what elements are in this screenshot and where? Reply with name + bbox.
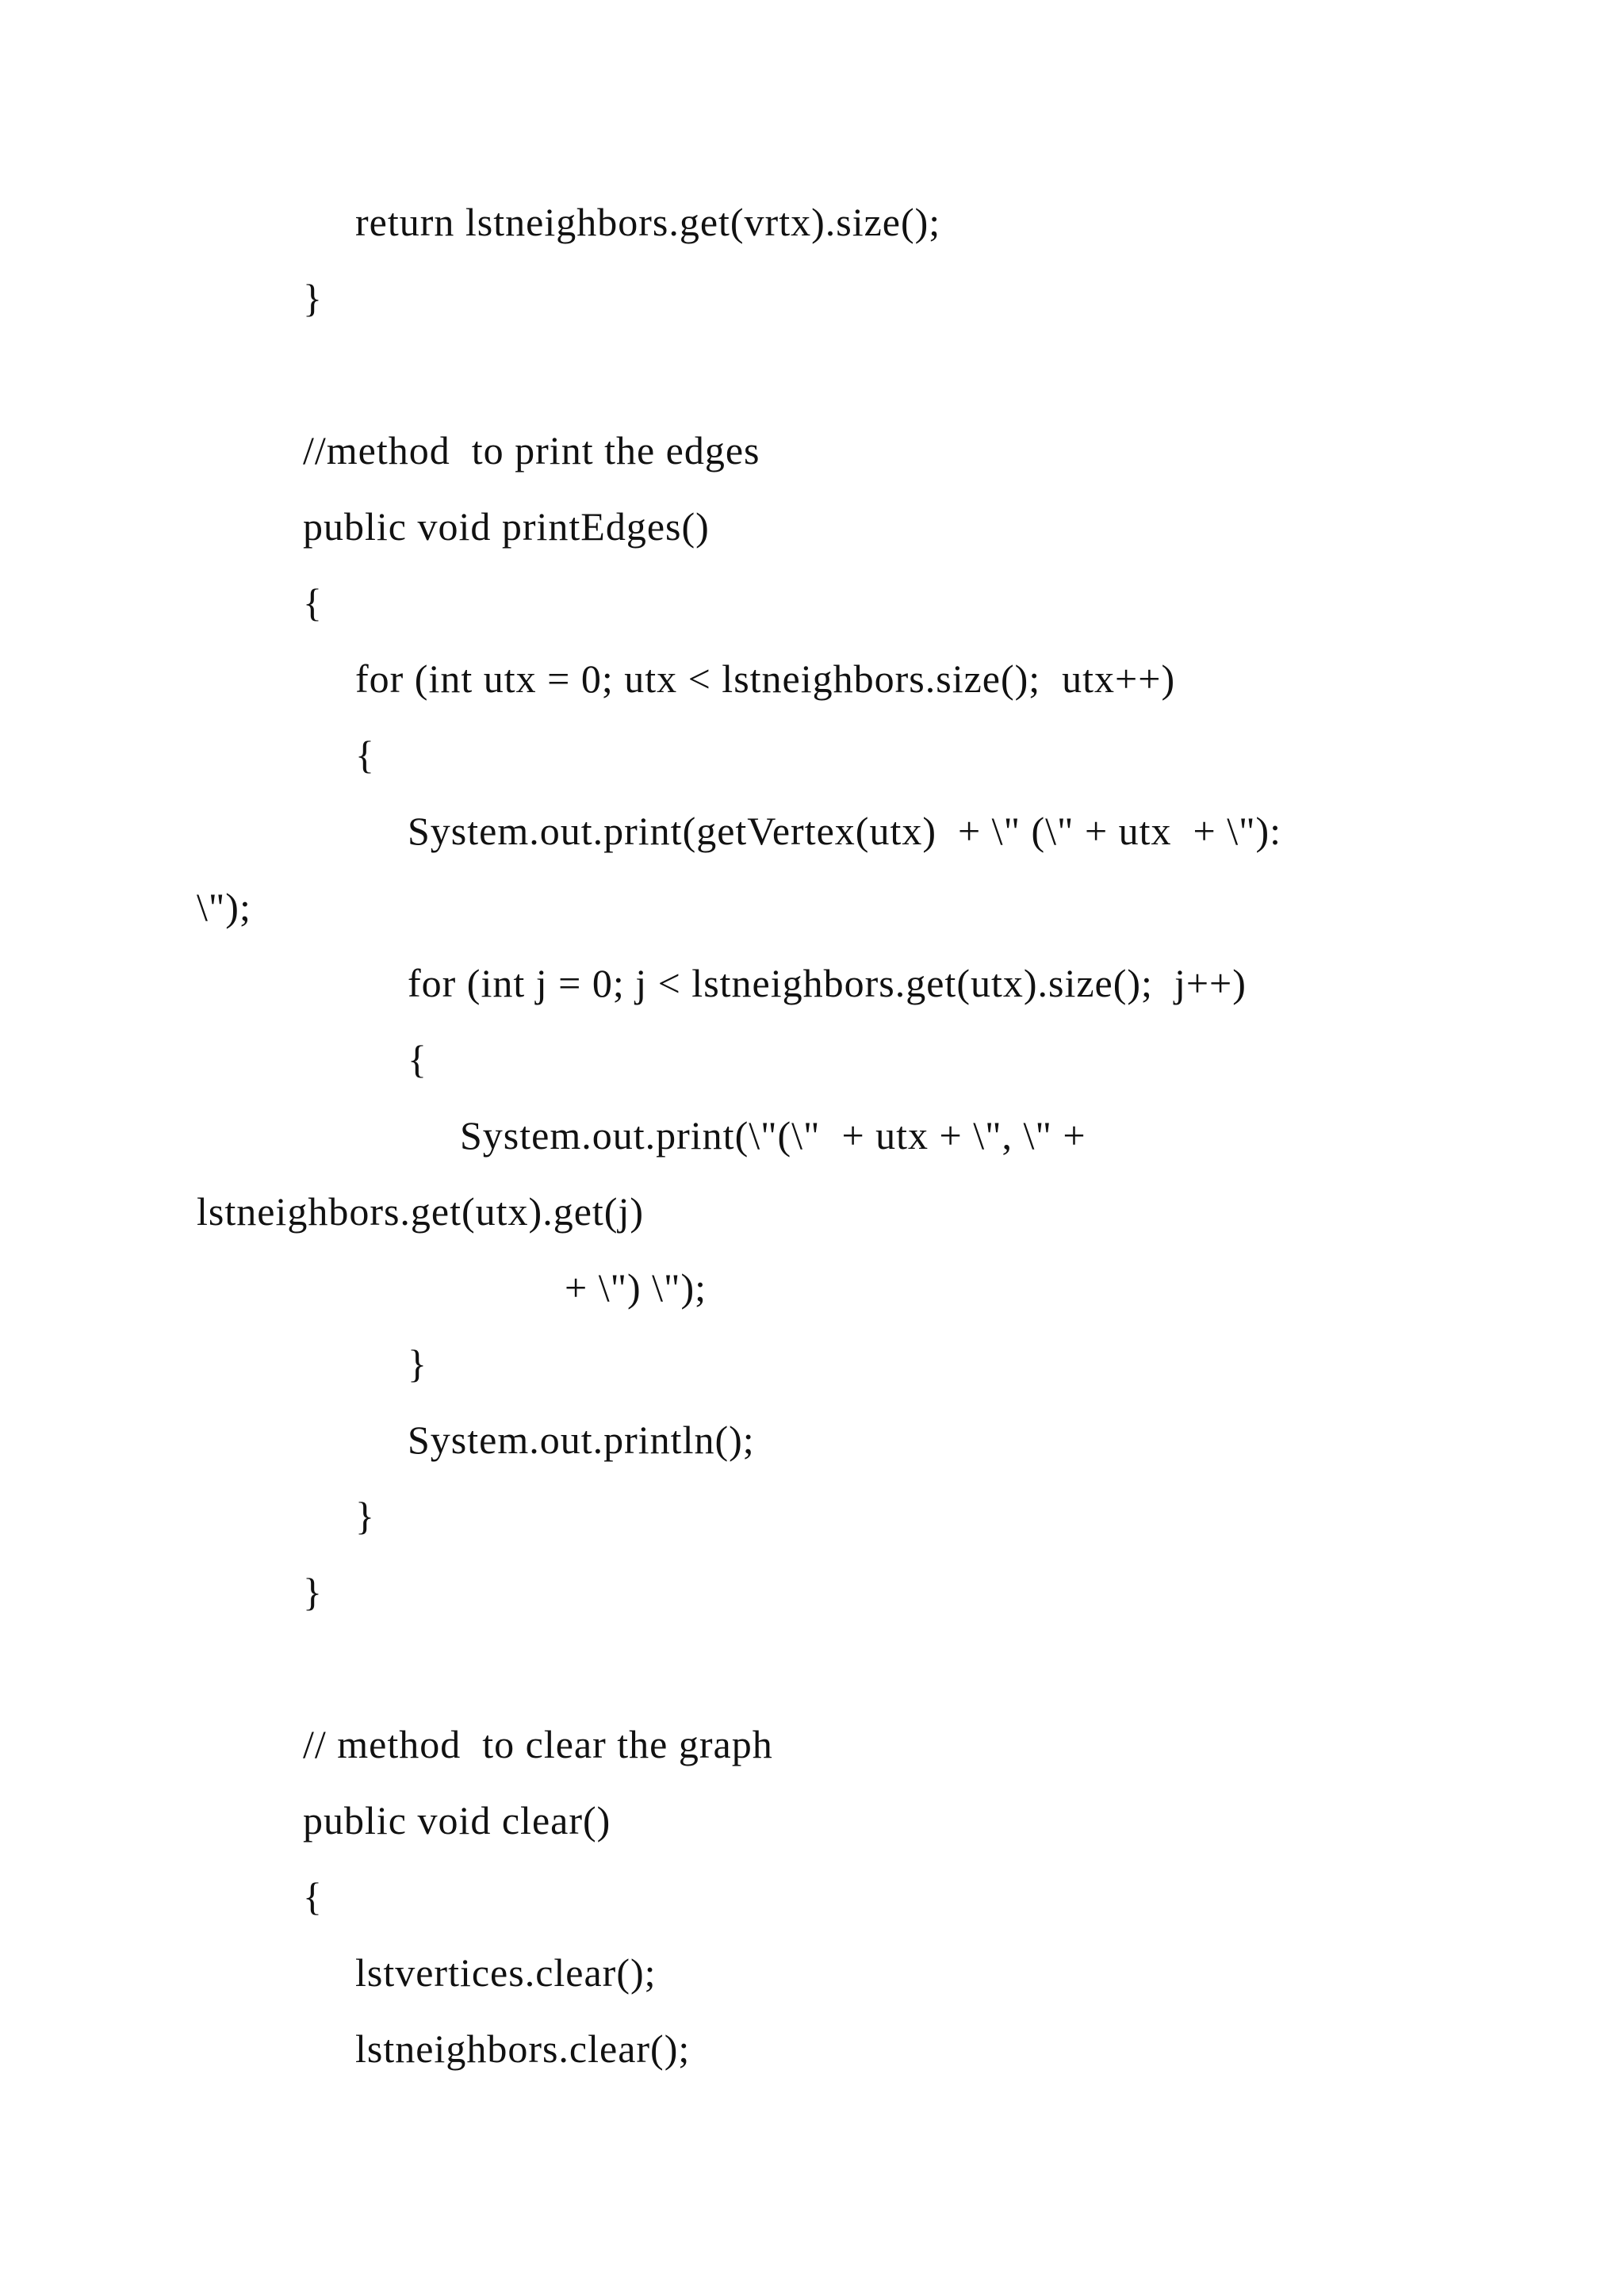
code-line-print-edge-tail: + \") \"); <box>565 1265 707 1310</box>
code-line-close-brace: } <box>355 1494 375 1538</box>
code-line-for-utx: for (int utx = 0; utx < lstneighbors.size(); utx++) <box>355 656 1176 701</box>
code-line-print-vertex-wrap: \"); <box>197 885 251 929</box>
code-line-print-edge: System.out.print(\"(\" + utx + \", \" + <box>460 1113 1086 1158</box>
code-line-vertices-clear: lstvertices.clear(); <box>355 1950 657 1995</box>
code-line-neighbors-clear: lstneighbors.clear(); <box>355 2026 691 2071</box>
code-line-for-j: for (int j = 0; j < lstneighbors.get(utx).size(); j++) <box>408 961 1247 1005</box>
code-line-print-vertex: System.out.print(getVertex(utx) + \" (\" + utx + \"): <box>408 809 1282 853</box>
code-line-open-brace: { <box>303 1874 323 1919</box>
code-line-close-brace: } <box>303 276 323 320</box>
code-line-comment-clear: // method to clear the graph <box>303 1722 773 1766</box>
code-line-comment-print: //method to print the edges <box>303 428 760 473</box>
code-line-open-brace: { <box>303 580 323 625</box>
code-line-print-edge-wrap: lstneighbors.get(utx).get(j) <box>197 1189 644 1234</box>
code-line-clear-sig: public void clear() <box>303 1798 611 1843</box>
code-line-print-edges-sig: public void printEdges() <box>303 504 710 549</box>
code-line-return-size: return lstneighbors.get(vrtx).size(); <box>355 200 941 244</box>
code-line-open-brace: { <box>355 733 375 777</box>
code-line-close-brace: } <box>408 1341 427 1386</box>
code-line-println: System.out.println(); <box>408 1418 755 1462</box>
code-line-open-brace: { <box>408 1037 427 1081</box>
code-line-close-brace: } <box>303 1570 323 1614</box>
